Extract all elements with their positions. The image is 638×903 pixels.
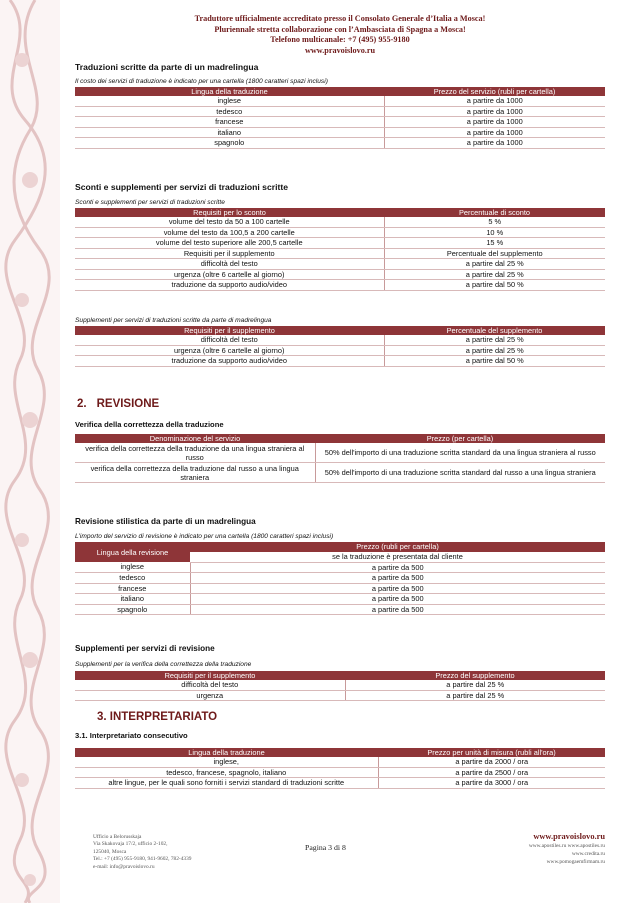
table-cell: 5 % (384, 217, 605, 227)
table-cell: volume del testo da 100,5 a 200 cartelle (75, 227, 384, 238)
discounts-table (75, 208, 605, 291)
footer-link[interactable]: www.pomogaemfirmam.ru (546, 859, 605, 866)
table-cell: a partire da 2000 / ora (378, 757, 605, 767)
col-header: Lingua della traduzione (75, 87, 384, 96)
table-cell: a partire da 1000 (384, 138, 605, 149)
table-cell: a partire da 1000 (384, 96, 605, 106)
table-row (75, 345, 605, 356)
table-cell: a partire da 500 (190, 583, 605, 594)
table-cell: tedesco, francese, spagnolo, italiano (75, 767, 378, 778)
table-row (75, 594, 605, 605)
col-header: Lingua della revisione (75, 542, 190, 562)
table-cell: difficoltà del testo (75, 259, 384, 270)
table-row (75, 583, 605, 594)
col-header: Requisiti per il supplemento (75, 671, 345, 680)
table-cell: a partire da 2500 / ora (378, 767, 605, 778)
table-row (75, 562, 605, 573)
table-row (75, 269, 605, 280)
supplements-note: Supplementi per servizi di traduzioni scritte da parte di madrelingua (75, 317, 272, 324)
table-cell: verifica della correttezza della traduzione dal russo a una lingua straniera (75, 463, 315, 483)
table-row (75, 217, 605, 227)
table-row (75, 106, 605, 117)
table-cell: 50% dell'importo di una traduzione scritta standard dal russo a una lingua straniera (315, 463, 605, 483)
col-header: Prezzo (rubli per cartella) (190, 542, 605, 552)
col-header: Percentuale di sconto (384, 208, 605, 217)
table-cell: tedesco (75, 106, 384, 117)
table-cell: a partire da 500 (190, 573, 605, 584)
table-cell: a partire da 1000 (384, 117, 605, 128)
table-cell: traduzione da supporto audio/video (75, 356, 384, 367)
table-cell: a partire dal 25 % (384, 259, 605, 270)
table-row (75, 573, 605, 584)
revision-supplements-title: Supplementi per servizi di revisione (75, 644, 215, 653)
table-cell: a partire da 1000 (384, 106, 605, 117)
table-cell: traduzione da supporto audio/video (75, 280, 384, 291)
table-cell: spagnolo (75, 604, 190, 615)
style-title: Revisione stilistica da parte di un madrelingua (75, 517, 256, 526)
table-cell: a partire dal 25 % (384, 335, 605, 345)
revision-title: REVISIONE (96, 398, 160, 410)
table-cell: difficoltà del testo (75, 335, 384, 345)
discounts-title: Sconti e supplementi per servizi di traduzioni scritte (75, 182, 288, 192)
col-header: Requisiti per il supplemento (75, 326, 384, 335)
footer-line: Via Skakovaja 17/2, ufficio 2-102, (93, 841, 168, 848)
revision-number: 2. (77, 398, 87, 410)
table-cell: a partire dal 50 % (384, 280, 605, 291)
col-header: Prezzo (per cartella) (315, 434, 605, 443)
table-row (75, 259, 605, 270)
table-row (75, 463, 605, 483)
footer-main-link[interactable]: www.pravoislovo.ru (533, 832, 605, 841)
table-cell: italiano (75, 594, 190, 605)
col-subheader: se la traduzione è presentata dal cliente (190, 552, 605, 562)
supplements-table (75, 326, 605, 367)
table-cell: difficoltà del testo (75, 680, 345, 690)
written-note: Il costo dei servizi di traduzione è indicato per una cartella (1800 caratteri spazi inclusi) (75, 78, 328, 85)
table-row (75, 443, 605, 463)
revision-supplements-table (75, 671, 605, 701)
footer-links (529, 831, 605, 867)
table-cell: a partire da 500 (190, 594, 605, 605)
table-row (75, 238, 605, 249)
written-title: Traduzioni scritte da parte di un madrelingua (75, 62, 259, 72)
table-cell: a partire dal 25 % (384, 269, 605, 280)
table-row (75, 280, 605, 291)
discounts-note: Sconti e supplementi per servizi di traduzioni scritte (75, 199, 225, 206)
table-cell: inglese (75, 562, 190, 573)
table-row (75, 604, 605, 615)
table-cell: urgenza (75, 690, 345, 701)
page-content (75, 0, 605, 903)
table-cell: 10 % (384, 227, 605, 238)
decorative-border (0, 0, 60, 903)
table-row (75, 227, 605, 238)
table-cell: tedesco (75, 573, 190, 584)
table-cell: Percentuale del supplemento (384, 248, 605, 259)
page-number: Pagina 3 di 8 (305, 843, 346, 852)
check-title: Verifica della correttezza della traduzione (75, 420, 224, 429)
header-line-1: Traduttore ufficialmente accreditato presso il Consolato Generale d’Italia a Mosca! (194, 14, 486, 23)
footer-address (93, 834, 191, 871)
table-row (75, 127, 605, 138)
interpreting-subtitle: 3.1. Interpretariato consecutivo (75, 731, 188, 740)
table-row (75, 356, 605, 367)
table-row (75, 767, 605, 778)
page-header (75, 14, 605, 56)
table-cell: 15 % (384, 238, 605, 249)
header-line-2: Pluriennale stretta collaborazione con l’Ambasciata di Spagna a Mosca! (214, 24, 466, 34)
table-row (75, 778, 605, 789)
table-cell: inglese (75, 96, 384, 106)
table-cell: urgenza (oltre 6 cartelle al giorno) (75, 269, 384, 280)
table-row (75, 117, 605, 128)
table-cell: a partire dal 25 % (384, 345, 605, 356)
table-cell: italiano (75, 127, 384, 138)
table-cell: a partire da 1000 (384, 127, 605, 138)
col-header: Percentuale del supplemento (384, 326, 605, 335)
col-header: Prezzo del servizio (rubli per cartella) (384, 87, 605, 96)
col-header: Denominazione del servizio (75, 434, 315, 443)
table-row (75, 138, 605, 149)
table-cell: a partire da 3000 / ora (378, 778, 605, 789)
table-cell: a partire da 500 (190, 604, 605, 615)
table-cell: Requisiti per il supplemento (75, 248, 384, 259)
table-row (75, 248, 605, 259)
col-header: Prezzo per unità di misura (rubli all'ora) (378, 748, 605, 757)
table-cell: inglese, (75, 757, 378, 767)
revision-supplements-note: Supplementi per la verifica della correttezza della traduzione (75, 661, 252, 668)
style-note: L'importo del servizio di revisione è indicato per una cartella (1800 caratteri spazi inclusi) (75, 533, 334, 540)
style-table (75, 542, 605, 615)
col-header: Prezzo del supplemento (345, 671, 605, 680)
table-row (75, 96, 605, 106)
table-cell: francese (75, 117, 384, 128)
header-line-3: Telefono multicanale: +7 (495) 955-9180 (270, 35, 410, 44)
table-cell: francese (75, 583, 190, 594)
header-line-4: www.pravoislovo.ru (304, 45, 376, 55)
table-cell: urgenza (oltre 6 cartelle al giorno) (75, 345, 384, 356)
col-header: Requisiti per lo sconto (75, 208, 384, 217)
table-row (75, 335, 605, 345)
revision-heading (77, 398, 159, 410)
table-cell: volume del testo da 50 a 100 cartelle (75, 217, 384, 227)
table-cell: spagnolo (75, 138, 384, 149)
table-cell: a partire dal 25 % (345, 690, 605, 701)
interpreting-table (75, 748, 605, 789)
table-row (75, 757, 605, 767)
check-table (75, 434, 605, 483)
written-table (75, 87, 605, 149)
footer-link[interactable]: www.apostiles.ru www.apostiles.ru (528, 843, 605, 849)
table-row (75, 680, 605, 690)
table-cell: volume del testo superiore alle 200,5 cartelle (75, 238, 384, 249)
col-header: Lingua della traduzione (75, 748, 378, 757)
footer-link[interactable]: www.credita.ru (571, 851, 605, 858)
table-cell: verifica della correttezza della traduzione da una lingua straniera al russo (75, 443, 315, 463)
footer-line: Ufficio a Belorusskaja (93, 834, 142, 840)
table-cell: a partire da 500 (190, 562, 605, 573)
table-cell: 50% dell'importo di una traduzione scritta standard da una lingua straniera al russo (315, 443, 605, 463)
footer-line: 125040, Mosca (93, 848, 127, 855)
table-cell: a partire dal 25 % (345, 680, 605, 690)
table-row (75, 690, 605, 701)
footer-line: Tel.: +7 (495) 955-9180, 941-9602, 782-4339 (93, 856, 192, 863)
table-cell: a partire dal 50 % (384, 356, 605, 367)
interpreting-heading: 3. INTERPRETARIATO (97, 711, 218, 723)
footer-line: e-mail: info@pravoislovo.ru (93, 863, 155, 870)
table-cell: altre lingue, per le quali sono forniti i servizi standard di traduzioni scritte (75, 778, 378, 789)
